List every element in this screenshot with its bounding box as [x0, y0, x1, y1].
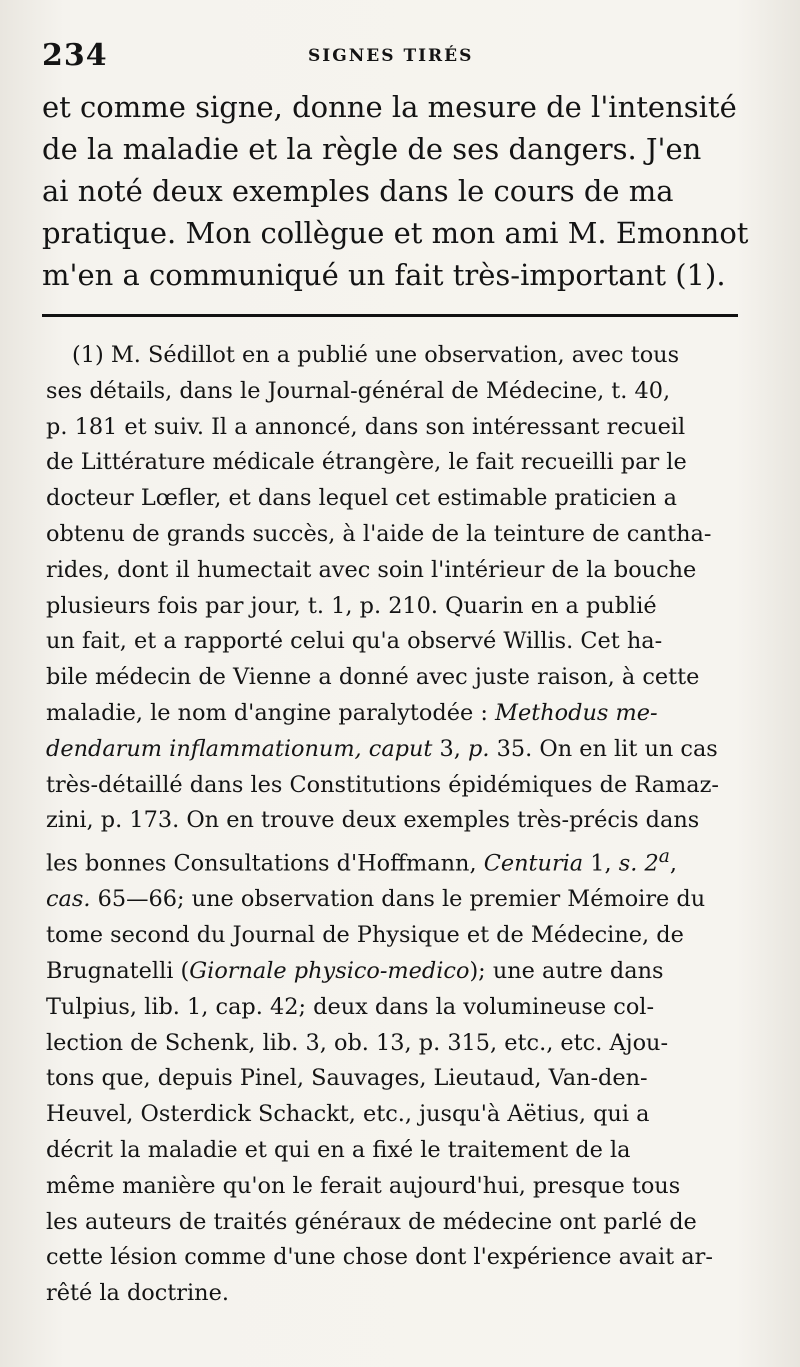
- footnote-text: les bonnes Consultations d'Hoffmann,: [46, 850, 484, 877]
- footnote-line: cette lésion comme d'une chose dont l'expérience avait ar-: [46, 1244, 713, 1271]
- footnote-italic-text: 2: [637, 850, 659, 877]
- footnote-line: zini, p. 173. On en trouve deux exemples très-précis dans: [46, 807, 700, 834]
- footnote-italic-text: cas.: [46, 886, 91, 913]
- footnote-line: p. 181 et suiv. Il a annoncé, dans son intéressant recueil: [46, 413, 686, 440]
- footnote-italic-text: Centuria: [483, 850, 584, 877]
- footnote-line: de Littérature médicale étrangère, le fait recueilli par le: [46, 449, 687, 476]
- footnote-line: (1) M. Sédillot en a publié une observation, avec tous: [72, 342, 680, 368]
- footnote-text: 35. On en lit un cas: [489, 735, 718, 762]
- footnote-line: Tulpius, lib. 1, cap. 42; deux dans la volumineuse col-: [46, 993, 655, 1020]
- footnote-line: ses détails, dans le Journal-général de Médecine, t. 40,: [46, 377, 671, 404]
- page-number: 234: [42, 38, 108, 73]
- footnote-separator: [42, 314, 738, 317]
- footnote-line: décrit la maladie et qui en a fixé le traitement de la: [46, 1137, 631, 1163]
- footnote-text: ); une autre dans: [469, 958, 664, 985]
- footnote-line: les auteurs de traités généraux de médecine ont parlé de: [46, 1208, 697, 1235]
- footnote-text: 65—66; une observation dans le premier Mémoire du: [90, 886, 706, 913]
- footnote-italic-text: Giornale physico-medico: [189, 958, 470, 985]
- footnote-line: bile médecin de Vienne a donné avec juste raison, à cette: [46, 664, 700, 691]
- footnote-line: tome second du Journal de Physique et de Médecine, de: [46, 922, 684, 949]
- body-line: et comme signe, donne la mesure de l'intensité: [42, 90, 737, 124]
- footnote-line: [46, 839, 758, 882]
- footnote-line: tons que, depuis Pinel, Sauvages, Lieutaud, Van-den-: [46, 1065, 648, 1092]
- footnote-line: [46, 954, 758, 990]
- footnote-line: lection de Schenk, lib. 3, ob. 13, p. 315, etc., etc. Ajou-: [46, 1029, 669, 1056]
- footnote-italic-text: p.: [468, 735, 490, 762]
- footnote-text: Brugnatelli (: [46, 958, 190, 985]
- body-line: ai noté deux exemples dans le cours de ma: [42, 174, 674, 208]
- footnote-line: obtenu de grands succès, à l'aide de la teinture de cantha-: [46, 520, 712, 547]
- footnote-line: [46, 732, 758, 768]
- footnote-italic-text: dendarum inflammationum, caput: [46, 735, 433, 762]
- footnote-italic-text: s.: [618, 850, 638, 877]
- footnote-line: Heuvel, Osterdick Schackt, etc., jusqu'à Aëtius, qui a: [46, 1101, 650, 1128]
- footnote: [46, 338, 758, 1312]
- footnote-text: 1,: [583, 850, 619, 877]
- body-line: m'en a communiqué un fait très-important (1).: [42, 258, 726, 292]
- footnote-italic-text: Methodus me-: [495, 699, 658, 726]
- footnote-line: rêté la doctrine.: [46, 1280, 229, 1307]
- body-line: de la maladie et la règle de ses dangers. J'en: [42, 132, 702, 166]
- running-head: SIGNES TIRÉS: [308, 46, 474, 66]
- footnote-line: [46, 696, 758, 732]
- page-header: [42, 38, 740, 78]
- footnote-line: très-détaillé dans les Constitutions épidémiques de Ramaz-: [46, 771, 719, 798]
- footnote-superscript: a: [658, 846, 670, 868]
- footnote-line: rides, dont il humectait avec soin l'intérieur de la bouche: [46, 556, 697, 583]
- footnote-text: maladie, le nom d'angine paralytodée :: [46, 699, 496, 726]
- footnote-text: ,: [669, 850, 677, 877]
- footnote-line: même manière qu'on le ferait aujourd'hui, presque tous: [46, 1172, 681, 1199]
- main-text: [42, 86, 754, 296]
- footnote-text: 3,: [432, 735, 469, 762]
- footnote-line: plusieurs fois par jour, t. 1, p. 210. Quarin en a publié: [46, 592, 657, 619]
- footnote-line: docteur Lœfler, et dans lequel cet estimable praticien a: [46, 485, 677, 512]
- footnote-line: un fait, et a rapporté celui qu'a observé Willis. Cet ha-: [46, 628, 663, 655]
- body-line: pratique. Mon collègue et mon ami M. Emonnot: [42, 216, 749, 250]
- footnote-line: [46, 882, 758, 918]
